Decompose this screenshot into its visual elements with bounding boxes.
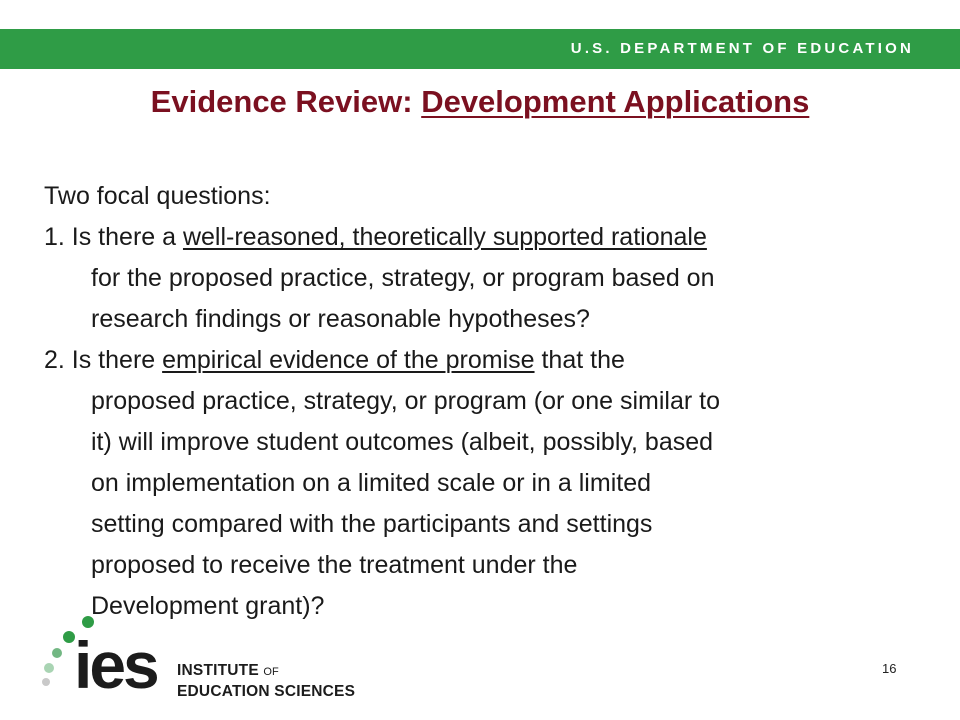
institute-line-1 (177, 661, 355, 682)
question-1-underlined: well-reasoned, theoretically supported rationale (182, 223, 707, 251)
question-2-line: on implementation on a limited scale or in a limited (91, 469, 651, 497)
title-prefix: Evidence Review: (150, 84, 422, 119)
institute-name (177, 661, 355, 701)
question-1-number: 1. Is there a (44, 223, 183, 251)
question-2-line: proposed to receive the treatment under the (91, 551, 578, 579)
logo-dot (42, 678, 50, 686)
question-1-first-line (44, 217, 914, 258)
institute-line-2: EDUCATION SCIENCES (177, 683, 356, 700)
question-2-first-line (44, 340, 914, 381)
question-2-rest: that the (534, 346, 625, 374)
page-number: 16 (882, 661, 897, 676)
institute-of: OF (263, 666, 279, 678)
question-1-line: for the proposed practice, strategy, or program based on (91, 264, 715, 292)
logo-dot (44, 663, 54, 673)
logo-dot (52, 648, 62, 658)
question-2-line: it) will improve student outcomes (albeit, possibly, based (91, 428, 714, 456)
header-band (0, 29, 960, 69)
agency-name: U.S. DEPARTMENT OF EDUCATION (570, 40, 914, 57)
logo-dot (82, 616, 94, 628)
intro-text: Two focal questions: (44, 182, 271, 210)
question-2-line: proposed practice, strategy, or program (or one similar to (91, 387, 720, 415)
title-underlined: Development Applications (421, 84, 810, 119)
question-1-line: research findings or reasonable hypotheses? (91, 305, 590, 333)
slide-body (44, 176, 914, 627)
question-2-line: setting compared with the participants and settings (91, 510, 653, 538)
institute-word: INSTITUTE (177, 662, 259, 679)
ies-wordmark: ies (74, 628, 157, 695)
question-2-line: Development grant)? (91, 592, 325, 620)
question-2-underlined: empirical evidence of the promise (162, 346, 535, 374)
question-2-number: 2. Is there (44, 346, 163, 374)
slide-title (0, 84, 960, 120)
